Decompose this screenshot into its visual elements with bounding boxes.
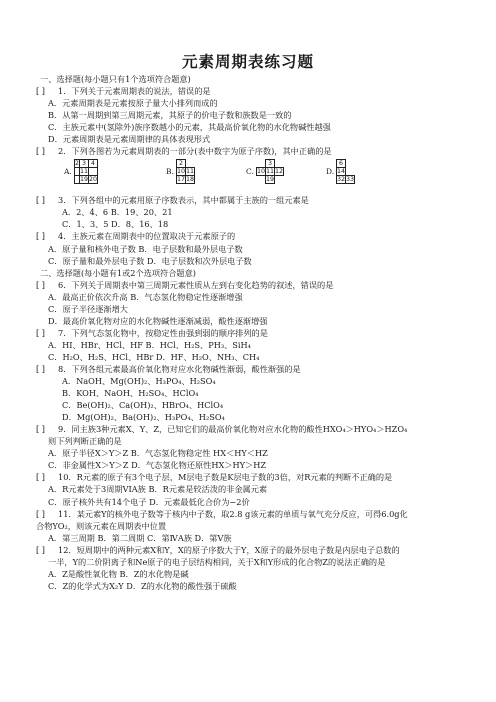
fragment-table xyxy=(176,159,195,184)
cell: 2 xyxy=(75,160,80,168)
question-10 xyxy=(36,471,482,483)
question-8 xyxy=(36,363,482,375)
cell xyxy=(257,176,266,184)
cell: 11 xyxy=(186,168,195,176)
question-11-continuation: 合物YO₂，则该元素在周期表中位置 xyxy=(36,520,167,531)
question-12-continuation: 一半，Y的二价阴离子和Ne原子的电子层结构相同，关于X和Y形成的化合物Z的说法正确的是 xyxy=(48,556,386,567)
cell: 18 xyxy=(186,176,195,184)
answer-bracket: [ ] xyxy=(36,146,45,157)
option-row: C．原子量和最外层电子数 D．电子层数和次外层电子数 xyxy=(48,255,252,266)
answer-bracket: [ ] xyxy=(36,508,45,519)
question-3 xyxy=(36,194,482,206)
question-11 xyxy=(36,508,482,520)
answer-bracket: [ ] xyxy=(36,231,45,242)
worksheet-body xyxy=(36,73,482,592)
option: A．NaOH、Mg(OH)₂、H₃PO₄、H₂SO₄ xyxy=(62,376,216,387)
cell: 10 xyxy=(177,168,186,176)
option-row: A．R元素处于3周期VIA族 B．R元素是较活泼的非金属元素 xyxy=(48,484,268,495)
option-row: C．非金属性X＞Y＞Z D．气态氢化物还原性HX＞HY＞HZ xyxy=(48,460,267,471)
question-7 xyxy=(36,327,482,339)
cell: 12 xyxy=(275,168,284,176)
option: D．元素周期表是元素周期律的具体表现形式 xyxy=(48,134,211,145)
fragment-label: B. xyxy=(166,167,174,177)
cell: 19 xyxy=(266,176,275,184)
cell: 3 xyxy=(80,160,89,168)
fragment-table xyxy=(336,159,355,184)
option-row: A．第三周期 B．第二周期 C．第ⅣA族 D．第Ⅴ族 xyxy=(48,532,232,543)
option-row: A．最高正价依次升高 B．气态氢化物稳定性逐渐增强 xyxy=(48,291,243,302)
question-6 xyxy=(36,279,482,291)
option-row: A．原子半径X＞Y＞Z B．气态氢化物稳定性 HX＜HY＜HZ xyxy=(48,448,268,459)
option: C．主族元素中(氢除外)族序数越小的元素，其最高价氧化物的水化物碱性越强 xyxy=(48,122,331,133)
cell: 4 xyxy=(89,160,98,168)
section-heading-2: 二、选择题(每小题有1或2个选项符合题意) xyxy=(40,267,196,278)
cell: 3 xyxy=(266,160,275,168)
cell xyxy=(89,168,98,176)
question-12 xyxy=(36,544,482,556)
page-title: 元素周期表练习题 xyxy=(181,53,314,71)
question-9 xyxy=(36,423,482,435)
question-4 xyxy=(36,230,482,242)
cell: 32 xyxy=(337,176,346,184)
option-row: C．Z的化学式为X₂Y D．Z的水化物的酸性强于硫酸 xyxy=(48,580,237,591)
option: D．Mg(OH)₂、Ba(OH)₂、H₃PO₄、H₂SO₄ xyxy=(62,412,225,423)
fragment-label: C. xyxy=(246,167,254,177)
question-9-stem: 9．同主族3种元素X、Y、Z，已知它们的最高价氧化物对应水化物的酸性HXO₄＞HYO₄＞HZO₄ xyxy=(58,424,408,435)
option-row: A．Z是酸性氧化物 B．Z的水化物是碱 xyxy=(48,568,189,579)
cell xyxy=(346,160,355,168)
cell: 20 xyxy=(89,176,98,184)
cell: 11 xyxy=(80,168,89,176)
question-2 xyxy=(36,145,482,157)
cell: 6 xyxy=(337,160,346,168)
question-10-stem: 10．R元素的原子有3个电子层，M层电子数是K层电子数的3倍，对R元素的判断不正确的是 xyxy=(58,472,393,483)
question-1 xyxy=(36,85,482,97)
question-3-stem: 3．下列各组中的元素用原子序数表示，其中都属于主族的一组元素是 xyxy=(58,195,309,206)
answer-bracket: [ ] xyxy=(36,195,45,206)
fragment-label: D. xyxy=(326,167,335,177)
option: D．最高价氧化物对应的水化物碱性逐渐减弱，酸性逐渐增强 xyxy=(48,315,268,326)
cell: 14 xyxy=(337,168,346,176)
answer-bracket: [ ] xyxy=(36,279,45,290)
option: C．Be(OH)₂、Ca(OH)₂、HBrO₄、HClO₄ xyxy=(62,400,224,411)
fragment-table xyxy=(256,159,284,184)
option-row: C．H₂O、H₂S、HCl、HBr D．HF、H₂O、NH₃、CH₄ xyxy=(48,351,260,362)
question-4-stem: 4．主族元素在周期表中的位置取决于元素原子的 xyxy=(58,231,236,242)
option: B．从第一周期到第三周期元素，其原子的价电子数和族数是一致的 xyxy=(48,110,292,121)
fragment-label: A. xyxy=(64,167,72,177)
answer-bracket: [ ] xyxy=(36,327,45,338)
option-row: A．2、4、6 B．19、20、21 xyxy=(62,207,173,218)
question-9-continuation: 则下列判断正确的是 xyxy=(48,436,122,447)
cell xyxy=(257,160,266,168)
section-heading-1: 一、选择题(每小题只有1个选项符合题意) xyxy=(40,74,191,84)
question-1-stem: 1．下列关于元素周期表的说法，错误的是 xyxy=(58,86,211,97)
answer-bracket: [ ] xyxy=(36,363,45,374)
option-row: A．原子量和核外电子数 B．电子层数和最外层电子数 xyxy=(48,243,243,254)
option: C．原子半径逐渐增大 xyxy=(48,303,128,314)
periodic-table-fragments xyxy=(36,159,482,191)
cell: 19 xyxy=(80,176,89,184)
question-12-stem: 12．短周期中的两种元素X和Y，X的原子序数大于Y，X原子的最外层电子数是内层电子总数的 xyxy=(58,544,400,555)
answer-bracket: [ ] xyxy=(36,544,45,555)
cell: 11 xyxy=(266,168,275,176)
question-8-stem: 8．下列各组元素最高价氧化物对应水化物碱性渐弱，酸性渐强的是 xyxy=(58,363,301,374)
question-7-stem: 7．下列气态氢化物中，按稳定性由强到弱的顺序排列的是 xyxy=(58,327,268,338)
cell xyxy=(275,176,284,184)
answer-bracket: [ ] xyxy=(36,472,45,483)
cell xyxy=(186,160,195,168)
cell: 17 xyxy=(177,176,186,184)
cell: 33 xyxy=(346,176,355,184)
option: B．KOH、NaOH、H₂SO₄、HClO₄ xyxy=(62,388,199,399)
answer-bracket: [ ] xyxy=(36,86,45,97)
question-2-stem: 2．下列各图若为元素周期表的一部分(表中数字为原子序数)，其中正确的是 xyxy=(58,146,332,157)
option-row: C．原子核外共有14个电子 D．元素最低化合价为−2价 xyxy=(48,496,250,507)
cell xyxy=(346,168,355,176)
question-6-stem: 6．下列关于周期表中第三周期元素性质从左到右变化趋势的叙述，错误的是 xyxy=(58,279,334,290)
answer-bracket: [ ] xyxy=(36,424,45,435)
question-11-stem: 11．某元素Y的核外电子数等于核内中子数，取2.8 g该元素的单质与氧气充分反应，可得6.0g化 xyxy=(58,508,408,519)
option-row: C．1、3、5 D．8、16、18 xyxy=(62,219,169,230)
fragment-table xyxy=(74,159,98,184)
cell: 2 xyxy=(177,160,186,168)
cell xyxy=(275,160,284,168)
option: A．元素周期表是元素按原子量大小排列而成的 xyxy=(48,98,218,109)
cell: 10 xyxy=(257,168,266,176)
option-row: A．HI、HBr、HCl、HF B．HCl、H₂S、PH₃、SiH₄ xyxy=(48,339,251,350)
